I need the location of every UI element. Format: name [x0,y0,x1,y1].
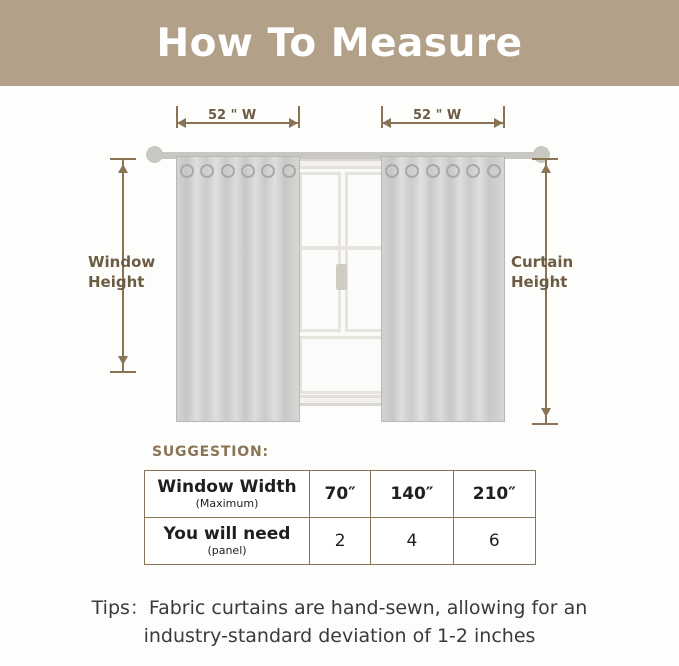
window-height-label-line1: Window [88,253,156,271]
height-arrow-left-bottom [118,356,128,365]
cell-panels-1: 2 [310,518,371,565]
cell-window-width-1: 70″ [310,471,371,518]
grommet-icon [282,164,296,178]
tips-line2: industry-standard deviation of 1-2 inches [143,625,536,647]
grommet-icon [487,164,501,178]
curtain-height-label-line1: Curtain [511,253,574,271]
curtain-panel-right [381,156,505,422]
row-header-window-width [145,471,310,518]
rod-finial-left [146,146,163,163]
window-sash-left [299,172,341,332]
table-row [145,471,536,518]
tips-text [0,594,679,650]
row-header-main: Window Width [157,477,297,498]
tips-line1: Fabric curtains are hand-sewn, allowing for an [148,597,588,619]
width-arrow-left-start [177,118,186,128]
suggestion-label: SUGGESTION: [152,444,269,460]
height-arrow-left-top [118,164,128,173]
grommet-icon [385,164,399,178]
height-arrow-right-bottom [541,408,551,417]
curtain-height-label [511,252,573,292]
grommet-icon [405,164,419,178]
grommet-icon [261,164,275,178]
width-dim-tick-left-b [298,106,300,128]
grommet-icon [466,164,480,178]
window-lower-panel [299,336,387,394]
window-handle-icon [336,264,347,290]
grommet-icon [221,164,235,178]
grommet-icon [426,164,440,178]
cell-window-width-3: 210″ [453,471,535,518]
curtain-height-label-line2: Height [511,273,568,291]
rod-finial-right [533,146,550,163]
grommet-row-left [177,163,299,179]
row-header-panels-needed [145,518,310,565]
width-label-right: 52 " W [413,108,462,123]
row-header-sub: (panel) [207,543,247,557]
grommet-row-right [382,163,504,179]
window-height-label [88,252,155,292]
width-arrow-right-start [382,118,391,128]
window-height-label-line2: Height [88,273,145,291]
grommet-icon [446,164,460,178]
grommet-icon [180,164,194,178]
curtain-window-diagram [0,86,679,436]
window-mullion [299,246,387,250]
row-header-main: You will need [163,524,291,545]
cell-panels-3: 6 [453,518,535,565]
cell-panels-2: 4 [371,518,453,565]
cell-window-width-2: 140″ [371,471,453,518]
grommet-icon [200,164,214,178]
height-arrow-right-top [541,164,551,173]
suggestion-table [144,470,536,565]
grommet-icon [241,164,255,178]
width-arrow-right-end [494,118,503,128]
header-banner [0,0,679,86]
page-title: How To Measure [156,20,523,66]
width-dim-tick-right-b [503,106,505,128]
row-header-sub: (Maximum) [195,496,259,510]
tips-label: Tips： [91,597,149,619]
table-row [145,518,536,565]
width-arrow-left-end [289,118,298,128]
width-label-left: 52 " W [208,108,257,123]
curtain-panel-left [176,156,300,422]
